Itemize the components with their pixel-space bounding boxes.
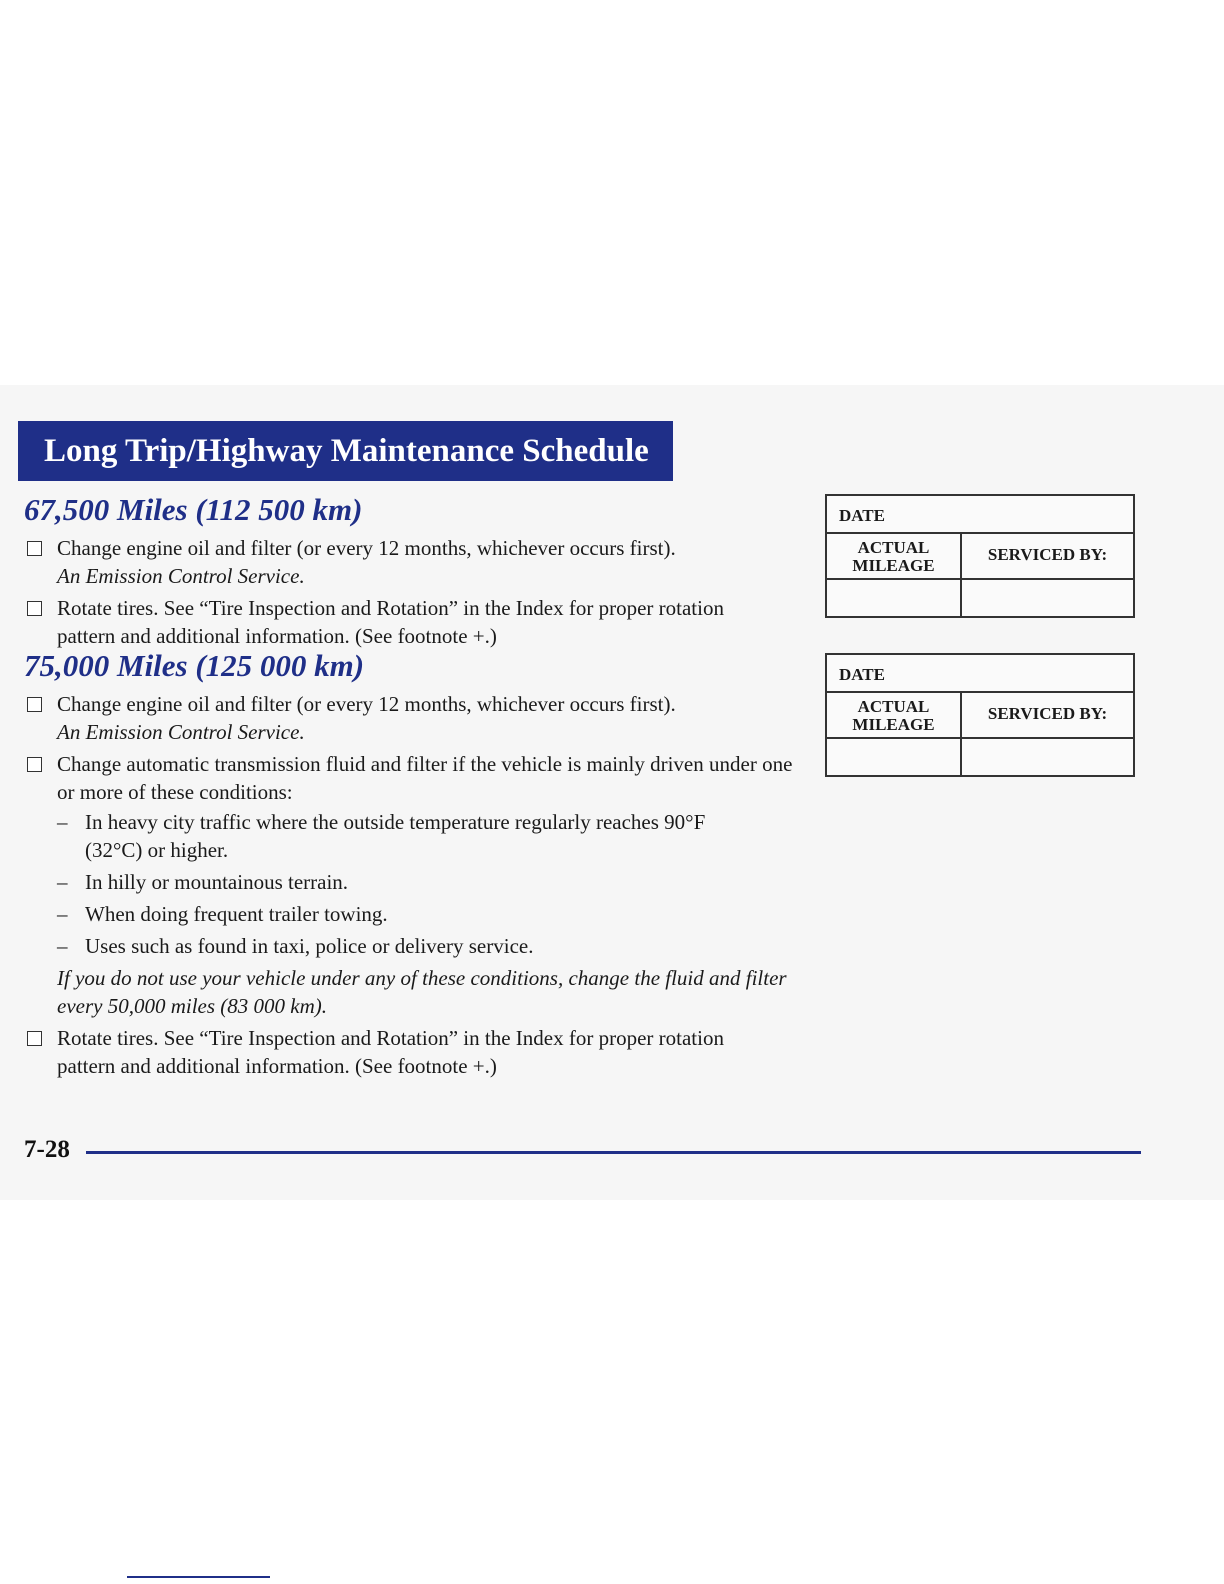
item-text: Rotate tires. See “Tire Inspection and Rotation” in the Index for proper rotation pattern and additional information. (See footnote +.): [57, 596, 724, 648]
mileage-entry-field[interactable]: [827, 580, 962, 616]
item-text: Change engine oil and filter (or every 12 months, whichever occurs first).: [57, 536, 676, 560]
serviced-by-label: SERVICED BY:: [987, 545, 1108, 564]
sub-item-text: When doing frequent trailer towing.: [85, 902, 388, 926]
checkbox[interactable]: [27, 757, 42, 772]
item-note: An Emission Control Service.: [57, 564, 305, 588]
mileage-entry-field[interactable]: [827, 739, 962, 775]
sub-item: [57, 900, 804, 928]
sub-item: [57, 868, 804, 896]
serviced-by-entry-field[interactable]: [962, 739, 1133, 775]
page-number: 7-28: [24, 1136, 70, 1163]
checkbox[interactable]: [27, 697, 42, 712]
date-label: DATE: [839, 665, 885, 684]
page-title: Long Trip/Highway Maintenance Schedule: [18, 421, 673, 481]
list-item: [24, 594, 757, 650]
item-note: An Emission Control Service.: [57, 720, 305, 744]
item-text: Change engine oil and filter (or every 12 months, whichever occurs first).: [57, 692, 676, 716]
section-heading: 75,000 Miles (125 000 km): [24, 648, 365, 683]
section-67500: [24, 492, 804, 654]
checkbox[interactable]: [27, 541, 42, 556]
list-item: [24, 750, 804, 1020]
section-75000: [24, 648, 804, 1084]
actual-mileage-label: ACTUAL MILEAGE: [827, 693, 962, 737]
service-log-67500: [825, 494, 1135, 618]
section-heading: 67,500 Miles (112 500 km): [24, 492, 363, 527]
list-item: [24, 534, 804, 590]
sub-item: [57, 932, 804, 960]
bottom-rule: [127, 1576, 270, 1578]
list-item: [24, 690, 804, 746]
dash-bullet: –: [57, 934, 68, 958]
item-note: If you do not use your vehicle under any of these conditions, change the fluid and filter every 50,000 miles (83 000 km).: [57, 966, 787, 1018]
item-text: Rotate tires. See “Tire Inspection and Rotation” in the Index for proper rotation pattern and additional information. (See footnote +.): [57, 1026, 724, 1078]
sub-item-text: In hilly or mountainous terrain.: [85, 870, 349, 894]
checkbox[interactable]: [27, 601, 42, 616]
footer-rule: [86, 1151, 1141, 1154]
sub-item-text: Uses such as found in taxi, police or delivery service.: [85, 934, 534, 958]
sub-item-text: In heavy city traffic where the outside temperature regularly reaches 90°F (32°C) or higher.: [85, 810, 706, 862]
sub-item: [57, 808, 745, 864]
service-log-75000: [825, 653, 1135, 777]
dash-bullet: –: [57, 810, 68, 834]
actual-mileage-label: ACTUAL MILEAGE: [827, 534, 962, 578]
dash-bullet: –: [57, 870, 68, 894]
checkbox[interactable]: [27, 1031, 42, 1046]
serviced-by-entry-field[interactable]: [962, 580, 1133, 616]
list-item: [24, 1024, 757, 1080]
serviced-by-label: SERVICED BY:: [987, 704, 1108, 723]
date-label: DATE: [839, 506, 885, 525]
item-text: Change automatic transmission fluid and filter if the vehicle is mainly driven under one or more of these conditions:: [57, 752, 793, 804]
dash-bullet: –: [57, 902, 68, 926]
